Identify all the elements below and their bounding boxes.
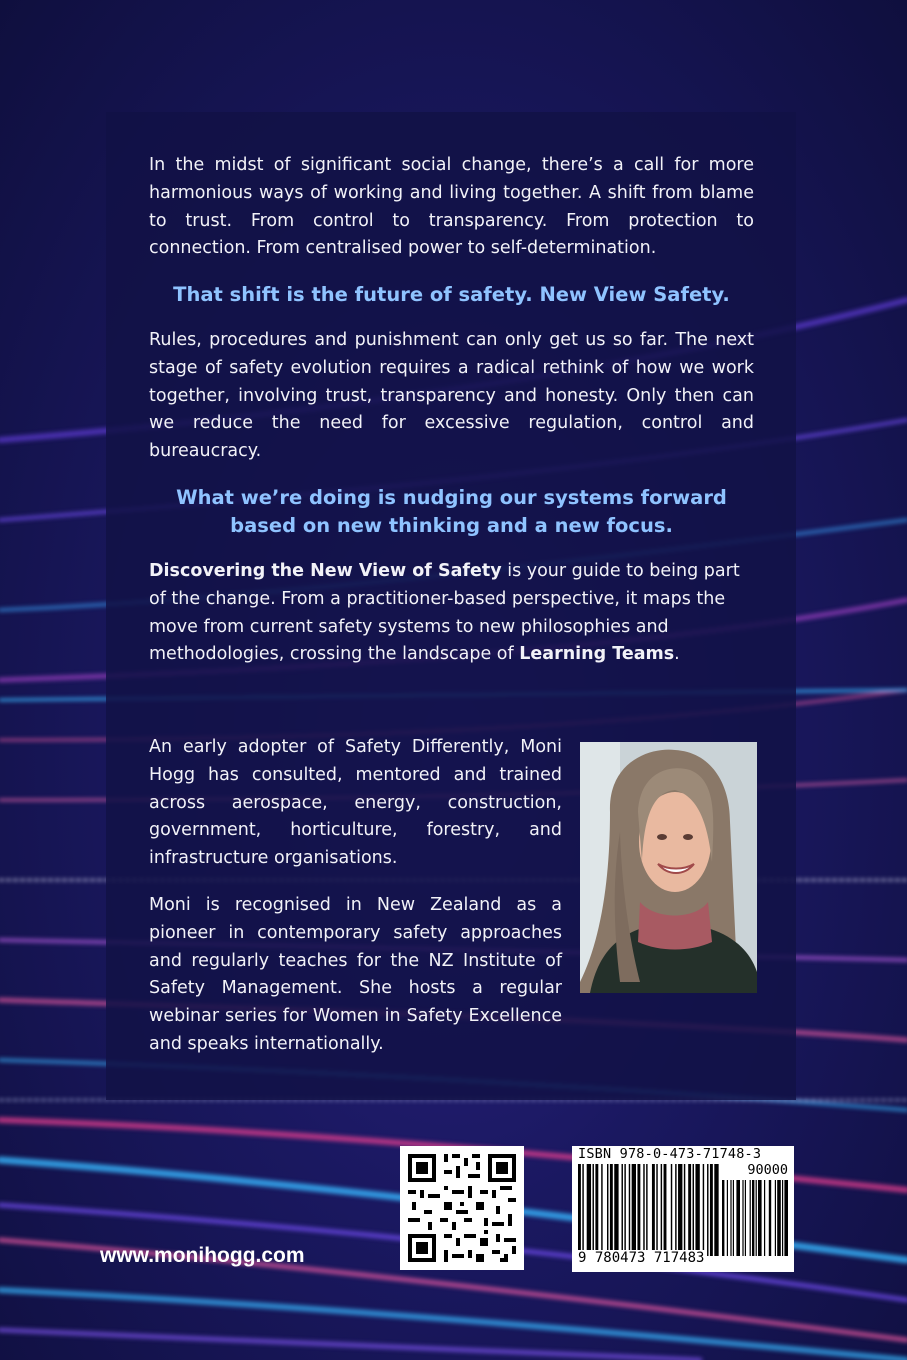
author-photo [580,742,757,993]
isbn-label: ISBN 978-0-473-71748-3 [578,1146,762,1162]
book-description-end: . [674,644,680,665]
author-bio-1: An early adopter of Safety Differently, Moni Hogg has consulted, mentored and trained across aerospace, energy, construction, government, horticulture, forestry, and infrastructure organisations. [149,737,562,869]
learning-teams-emphasis: Learning Teams [519,644,675,665]
isbn-barcode [572,1146,794,1272]
book-title: Discovering the New View of Safety [149,561,502,581]
website-link[interactable]: www.monihogg.com [100,1244,305,1267]
intro-paragraph: In the midst of significant social change, there’s a call for more harmonious ways of working and living together. A shift from blame to trust. From control to transparency. From protection to connection. From centralised power to self-determination. [149,155,754,259]
highlight-quote-1: That shift is the future of safety. New View Safety. [173,283,730,306]
qr-code[interactable] [400,1146,524,1270]
highlight-quote-2: What we’re doing is nudging our systems forward based on new thinking and a new focus. [176,486,727,537]
book-description-paragraph [149,558,754,669]
barcode-digits: 9 780473 717483 [578,1250,705,1266]
price-code: 90000 [747,1162,788,1178]
author-bio-2: Moni is recognised in New Zealand as a pioneer in contemporary safety approaches and regularly teaches for the NZ Institute of Safety Management. She hosts a regular webinar series for Women in Safety Excellence and speaks internationally. [149,895,562,1054]
book-description-text: is your guide to being part of the change. From a practitioner-based perspective, it maps the move from current safety systems to new philosophies and methodologies, crossing the landscape of [149,561,740,665]
rules-paragraph: Rules, procedures and punishment can only get us so far. The next stage of safety evolution requires a radical rethink of how we work together, involving trust, transparency and honesty. Only then can we reduce the need for excessive regulation, control and bureaucracy. [149,330,754,462]
